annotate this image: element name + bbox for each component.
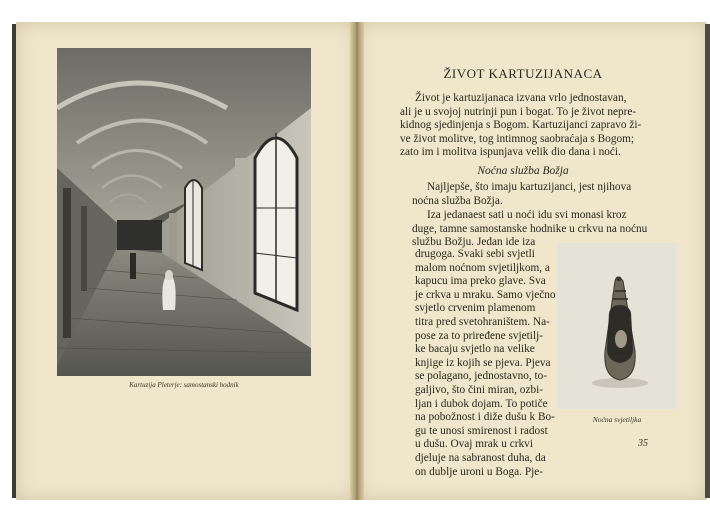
- text-line: službu Božju. Jedan ide iza: [412, 236, 536, 249]
- text-line: djeluje na sabranost duha, da: [415, 451, 546, 464]
- paragraph-2: [412, 181, 680, 208]
- text-line: malom noćnom svjetiljkom, a: [415, 261, 550, 274]
- intro-paragraph: [400, 92, 680, 160]
- text-line: knjige iz kojih se pjeva. Pjeva: [415, 356, 551, 369]
- book-gutter: [350, 22, 364, 500]
- text-line: gu te unosi smirenost i radost: [415, 424, 548, 437]
- photo-caption: Kartuzija Pleterje: samostanski hodnik: [129, 381, 239, 389]
- text-line: Iza jedanaest sati u noći idu svi monasi kroz: [427, 209, 627, 221]
- text-line: kidnog sjedinjenja s Bogom. Kartuzijanci zapravo ži-: [400, 119, 642, 132]
- text-line: galjivo, što čini miran, ozbi-: [415, 383, 544, 396]
- text-line: pose za to priređene svjetilj-: [415, 329, 543, 342]
- text-line: ve život molitve, tog intimnog saobraćaja s Bogom;: [400, 132, 635, 145]
- paragraph-3-continued: [415, 248, 565, 479]
- text-line: ljan i dubok dojam. To potiče: [415, 397, 548, 410]
- chapter-title: ŽIVOT KARTUZIJANACA: [443, 66, 603, 81]
- text-line: je crkva u mraku. Samo vječno: [415, 288, 556, 301]
- lamp-photo: [557, 243, 677, 409]
- book-edge-right: [705, 24, 710, 498]
- text-line: se polagano, jednostavno, to-: [415, 370, 548, 383]
- text-line: noćna služba Božja.: [412, 194, 503, 207]
- section-subtitle: Noćna služba Božja: [477, 165, 569, 177]
- text-line: zato im i molitva ispunjava velik dio dana i noći.: [400, 146, 621, 159]
- text-line: svjetlo crvenim plamenom: [415, 302, 536, 315]
- text-line: Život je kartuzijanaca izvana vrlo jednostavan,: [415, 92, 627, 104]
- text-line: duge, tamne samostanske hodnike u crkvu na noćnu: [412, 222, 648, 235]
- page-number: 35: [638, 438, 648, 449]
- text-line: drugoga. Svaki sebi svjetli: [415, 248, 535, 260]
- text-line: na pobožnost i diže dušu k Bo-: [415, 411, 555, 424]
- text-line: on dublje uroni u Boga. Pje-: [415, 465, 544, 478]
- text-line: u dušu. Ovaj mrak u crkvi: [415, 438, 533, 451]
- text-line: ke bacaju svjetlo na velike: [415, 343, 535, 356]
- text-line: titra pred svetohraništem. Na-: [415, 315, 550, 328]
- text-line: Najljepše, što imaju kartuzijanci, jest njihova: [427, 181, 632, 193]
- text-line: ali je u svojoj nutrinji pun i bogat. To je život nepre-: [400, 105, 637, 118]
- lamp-caption: Noćna svjetiljka: [592, 415, 642, 424]
- text-line: kapucu ima preko glave. Sva: [415, 275, 546, 288]
- corridor-photo: [57, 48, 311, 376]
